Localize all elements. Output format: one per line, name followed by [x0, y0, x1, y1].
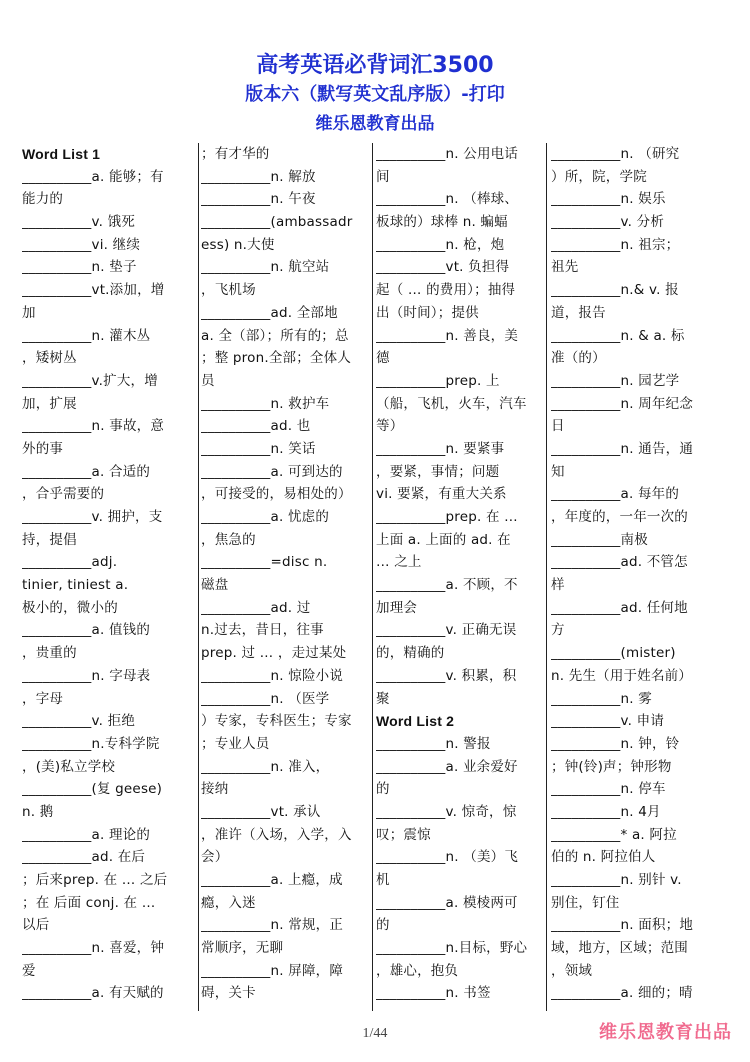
word-entry-line: ）专家，专科医生；专家 — [201, 713, 352, 730]
word-entry-line: __________n. 善良，美 — [376, 327, 519, 344]
word-entry-line: __________a. 有天赋的 — [22, 985, 164, 1002]
word-entry-line: ；整 pron.全部；全体人 — [201, 350, 352, 367]
word-entry-line: __________ad. 在后 — [22, 849, 146, 866]
page-number: 1/44 — [362, 1026, 388, 1041]
word-entry-line: __________南极 — [551, 531, 648, 548]
word-entry-line: __________a. 上瘾，成 — [201, 872, 343, 888]
word-entry-line: ；钟(铃)声；钟形物 — [551, 758, 672, 775]
word-entry-line: __________n. （棒球、 — [376, 191, 519, 208]
word-entry-line: __________n. 周年纪念 — [551, 395, 694, 412]
word-entry-line: __________a. 值钱的 — [22, 622, 151, 639]
word-entry-line: ；后来prep. 在 … 之后 — [22, 872, 168, 888]
word-entry-line: __________v. 申请 — [551, 713, 665, 730]
word-entry-line: __________n. 惊险小说 — [201, 667, 344, 684]
word-entry-line: prep. 过 … ，走过某处 — [201, 645, 347, 662]
word-entry-line: 常顺序，无聊 — [201, 940, 284, 957]
word-entry-line: __________n. 救护车 — [201, 395, 330, 412]
document-title: 高考英语必背词汇3500 — [256, 53, 494, 78]
word-entry-line: __________n. 公用电话 — [376, 146, 519, 162]
word-entry-line: __________prep. 上 — [376, 372, 500, 389]
word-entry-line: … 之上 — [376, 554, 422, 571]
word-entry-line: ；在 后面 conj. 在 … — [22, 894, 156, 911]
word-entry-line: __________ad. 不管怎 — [551, 554, 688, 571]
word-entry-line: ；专业人员 — [201, 735, 270, 752]
word-entry-line: tinier, tiniest a. — [22, 577, 129, 594]
word-entry-line: ）所，院，学院 — [551, 168, 647, 185]
word-entry-line: 员 — [201, 372, 215, 389]
word-entry-line: ，雄心，抱负 — [376, 962, 459, 979]
word-entry-line: __________n. 午夜 — [201, 191, 316, 208]
word-entry-line: 加，扩展 — [22, 395, 77, 412]
word-entry-line: __________n. 事故，意 — [22, 418, 165, 435]
word-entry-line: __________a. 忧虑的 — [201, 509, 330, 525]
word-entry-line: 接纳 — [201, 781, 229, 798]
word-entry-line: ；有才华的 — [201, 146, 270, 162]
word-entry-line: __________n. 书签 — [376, 985, 491, 1002]
word-entry-line: __________n. 停车 — [551, 781, 666, 798]
word-column-2 — [201, 143, 371, 1011]
word-entry-line: __________n. 要紧事 — [376, 440, 505, 457]
word-entry-line: __________v. 积累，积 — [376, 667, 517, 684]
word-entry-line: 会） — [201, 849, 229, 866]
word-entry-line: __________n. 屏障，障 — [201, 962, 344, 979]
word-entry-line: ，合乎需要的 — [22, 486, 105, 503]
column-divider — [546, 143, 547, 1011]
word-entry-line: __________n. 灌木丛 — [22, 327, 151, 344]
word-entry-line: __________(ambassadr — [201, 214, 353, 231]
word-entry-line: __________(复 geese) — [22, 781, 163, 798]
word-entry-line: ，字母 — [22, 690, 64, 707]
word-entry-line: __________v. 正确无误 — [376, 622, 517, 639]
word-entry-line: __________v. 惊奇，惊 — [376, 803, 517, 820]
word-entry-line: __________prep. 在 … — [376, 509, 518, 525]
word-entry-line: 祖先 — [551, 259, 579, 276]
word-entry-line: （船，飞机，火车，汽车 — [376, 395, 527, 412]
word-entry-line: __________a. 细的；晴 — [551, 985, 693, 1002]
word-entry-line: 准（的） — [551, 350, 606, 367]
word-entry-line: 机 — [376, 872, 390, 888]
word-entry-line: 出（时间）；提供 — [376, 304, 479, 321]
word-entry-line: __________n. （医学 — [201, 690, 330, 707]
word-entry-line: ，可接受的，易相处的） — [201, 486, 352, 503]
word-entry-line: 伯的 n. 阿拉伯人 — [551, 849, 656, 866]
word-entry-line: __________a. 合适的 — [22, 463, 151, 480]
word-entry-line: 能力的 — [22, 191, 64, 208]
column-divider — [198, 143, 199, 1011]
word-entry-line: __________a. 业余爱好 — [376, 758, 518, 775]
word-entry-line: __________n. 园艺学 — [551, 372, 680, 389]
word-entry-line: 碍，关卡 — [201, 985, 256, 1002]
word-entry-line: n. 鹅 — [22, 803, 54, 820]
word-entry-line: 加理会 — [376, 599, 418, 616]
word-entry-line: __________n. 解放 — [201, 168, 316, 185]
word-entry-line: 加 — [22, 304, 36, 321]
word-entry-line: 叹；震惊 — [376, 826, 431, 843]
word-entry-line: __________n. 通告，通 — [551, 440, 694, 457]
word-entry-line: __________n. （研究 — [551, 146, 680, 162]
word-entry-line: 别住，钉住 — [551, 894, 620, 911]
word-entry-line: ，准许（入场，入学，入 — [201, 826, 352, 843]
word-entry-line: 板球的）球棒 n. 蝙蝠 — [376, 214, 508, 231]
word-entry-line: 等） — [376, 418, 404, 435]
word-entry-line: 起（ … 的费用）；抽得 — [376, 282, 516, 299]
column-divider — [372, 143, 373, 1011]
word-entry-line: 日 — [551, 418, 565, 435]
word-entry-line: 的 — [376, 781, 390, 798]
word-entry-line: __________vt.添加，增 — [22, 282, 165, 299]
word-entry-line: __________(mister) — [551, 645, 676, 662]
word-entry-line: 上面 a. 上面的 ad. 在 — [376, 531, 511, 548]
word-entry-line: __________=disc n. — [201, 554, 328, 571]
word-entry-line: ，要紧，事情；问题 — [376, 463, 500, 480]
word-entry-line: __________n. （美）飞 — [376, 849, 519, 866]
word-entry-line: 知 — [551, 463, 565, 480]
word-entry-line: n.过去，昔日，往事 — [201, 622, 324, 639]
word-entry-line: __________a. 能够；有 — [22, 168, 164, 185]
word-entry-line: __________ad. 任何地 — [551, 599, 688, 616]
word-entry-line: __________n. 准入， — [201, 758, 330, 775]
word-entry-line: __________n. 祖宗； — [551, 236, 680, 253]
word-entry-line: __________v.扩大，增 — [22, 372, 158, 389]
word-entry-line: __________adj. — [22, 554, 118, 571]
word-entry-line: ，贵重的 — [22, 645, 77, 662]
word-entry-line: 爱 — [22, 962, 36, 979]
word-entry-line: ，领域 — [551, 962, 593, 979]
word-entry-line: ，飞机场 — [201, 282, 256, 299]
word-entry-line: 的 — [376, 917, 390, 934]
word-entry-line: 道，报告 — [551, 304, 606, 321]
word-entry-line: __________n. 警报 — [376, 735, 491, 752]
word-entry-line: __________a. 模棱两可 — [376, 894, 518, 911]
word-entry-line: __________v. 拒绝 — [22, 713, 136, 730]
word-entry-line: __________a. 每年的 — [551, 486, 680, 503]
word-entry-line: __________a. 理论的 — [22, 826, 151, 843]
word-entry-line: __________ad. 也 — [201, 418, 311, 435]
word-entry-line: __________v. 拥护，支 — [22, 509, 163, 525]
word-entry-line: 磁盘 — [201, 577, 229, 594]
word-entry-line: __________n. 雾 — [551, 690, 652, 707]
word-entry-line: 聚 — [376, 690, 390, 707]
word-columns — [22, 143, 728, 1013]
word-entry-line: ，焦急的 — [201, 531, 256, 548]
word-entry-line: __________n.& v. 报 — [551, 282, 679, 299]
word-entry-line: a. 全（部）；所有的；总 — [201, 327, 349, 344]
word-list-heading: Word List 2 — [376, 713, 455, 730]
word-entry-line: __________n. 枪，炮 — [376, 236, 505, 253]
publisher-line: 维乐恩教育出品 — [315, 114, 435, 134]
word-column-1 — [22, 143, 192, 1011]
word-entry-line: vi. 要紧，有重大关系 — [376, 486, 507, 503]
word-entry-line: __________n. 笑话 — [201, 440, 316, 457]
word-entry-line: ess) n.大使 — [201, 236, 275, 253]
word-entry-line: 瘾，入迷 — [201, 894, 256, 911]
word-entry-line: __________v. 饿死 — [22, 214, 136, 231]
word-entry-line: __________v. 分析 — [551, 214, 665, 231]
word-entry-line: 间 — [376, 168, 390, 185]
word-entry-line: 外的事 — [22, 440, 64, 457]
word-entry-line: __________n. 字母表 — [22, 667, 151, 684]
word-column-4 — [551, 143, 721, 1011]
word-entry-line: n. 先生（用于姓名前） — [551, 667, 693, 684]
word-entry-line: __________a. 可到达的 — [201, 463, 343, 480]
word-entry-line: __________ad. 全部地 — [201, 304, 338, 321]
word-entry-line: 样 — [551, 577, 565, 594]
word-entry-line: 极小的，微小的 — [22, 599, 118, 616]
word-entry-line: __________a. 不顾，不 — [376, 577, 518, 594]
word-entry-line: __________vt. 负担得 — [376, 259, 510, 276]
word-entry-line: __________n. 喜爱，钟 — [22, 940, 165, 957]
word-list-heading: Word List 1 — [22, 146, 101, 162]
word-entry-line: 德 — [376, 350, 390, 367]
word-entry-line: 域，地方，区域；范围 — [551, 940, 688, 957]
word-entry-line: 以后 — [22, 917, 50, 934]
word-entry-line: __________vt. 承认 — [201, 803, 321, 820]
word-entry-line: __________n.专科学院 — [22, 735, 160, 752]
word-entry-line: __________n. 别针 v. — [551, 872, 682, 888]
document-subtitle: 版本六（默写英文乱序版）-打印 — [245, 84, 505, 105]
word-entry-line: 方 — [551, 622, 565, 639]
word-entry-line: 的，精确的 — [376, 645, 445, 662]
word-entry-line: __________n. 4月 — [551, 803, 661, 820]
word-entry-line: __________* a. 阿拉 — [551, 826, 677, 843]
word-entry-line: ，(美)私立学校 — [22, 758, 116, 775]
word-entry-line: ，年度的，一年一次的 — [551, 509, 688, 525]
word-entry-line: __________n. 常规，正 — [201, 917, 344, 934]
word-entry-line: __________n. 航空站 — [201, 259, 330, 276]
watermark-logo: 维乐恩教育出品 — [599, 1022, 732, 1043]
word-entry-line: __________n. 钟，铃 — [551, 735, 680, 752]
word-entry-line: ，矮树丛 — [22, 350, 77, 367]
word-entry-line: __________n. 面积；地 — [551, 917, 694, 934]
word-entry-line: __________vi. 继续 — [22, 236, 141, 253]
word-entry-line: 持，提倡 — [22, 531, 77, 548]
word-entry-line: __________ad. 过 — [201, 599, 311, 616]
word-column-3 — [376, 143, 546, 1011]
word-entry-line: __________n. & a. 标 — [551, 327, 685, 344]
word-entry-line: __________n. 娱乐 — [551, 191, 666, 208]
word-entry-line: __________n. 垫子 — [22, 259, 137, 276]
word-entry-line: __________n.目标，野心 — [376, 940, 528, 957]
